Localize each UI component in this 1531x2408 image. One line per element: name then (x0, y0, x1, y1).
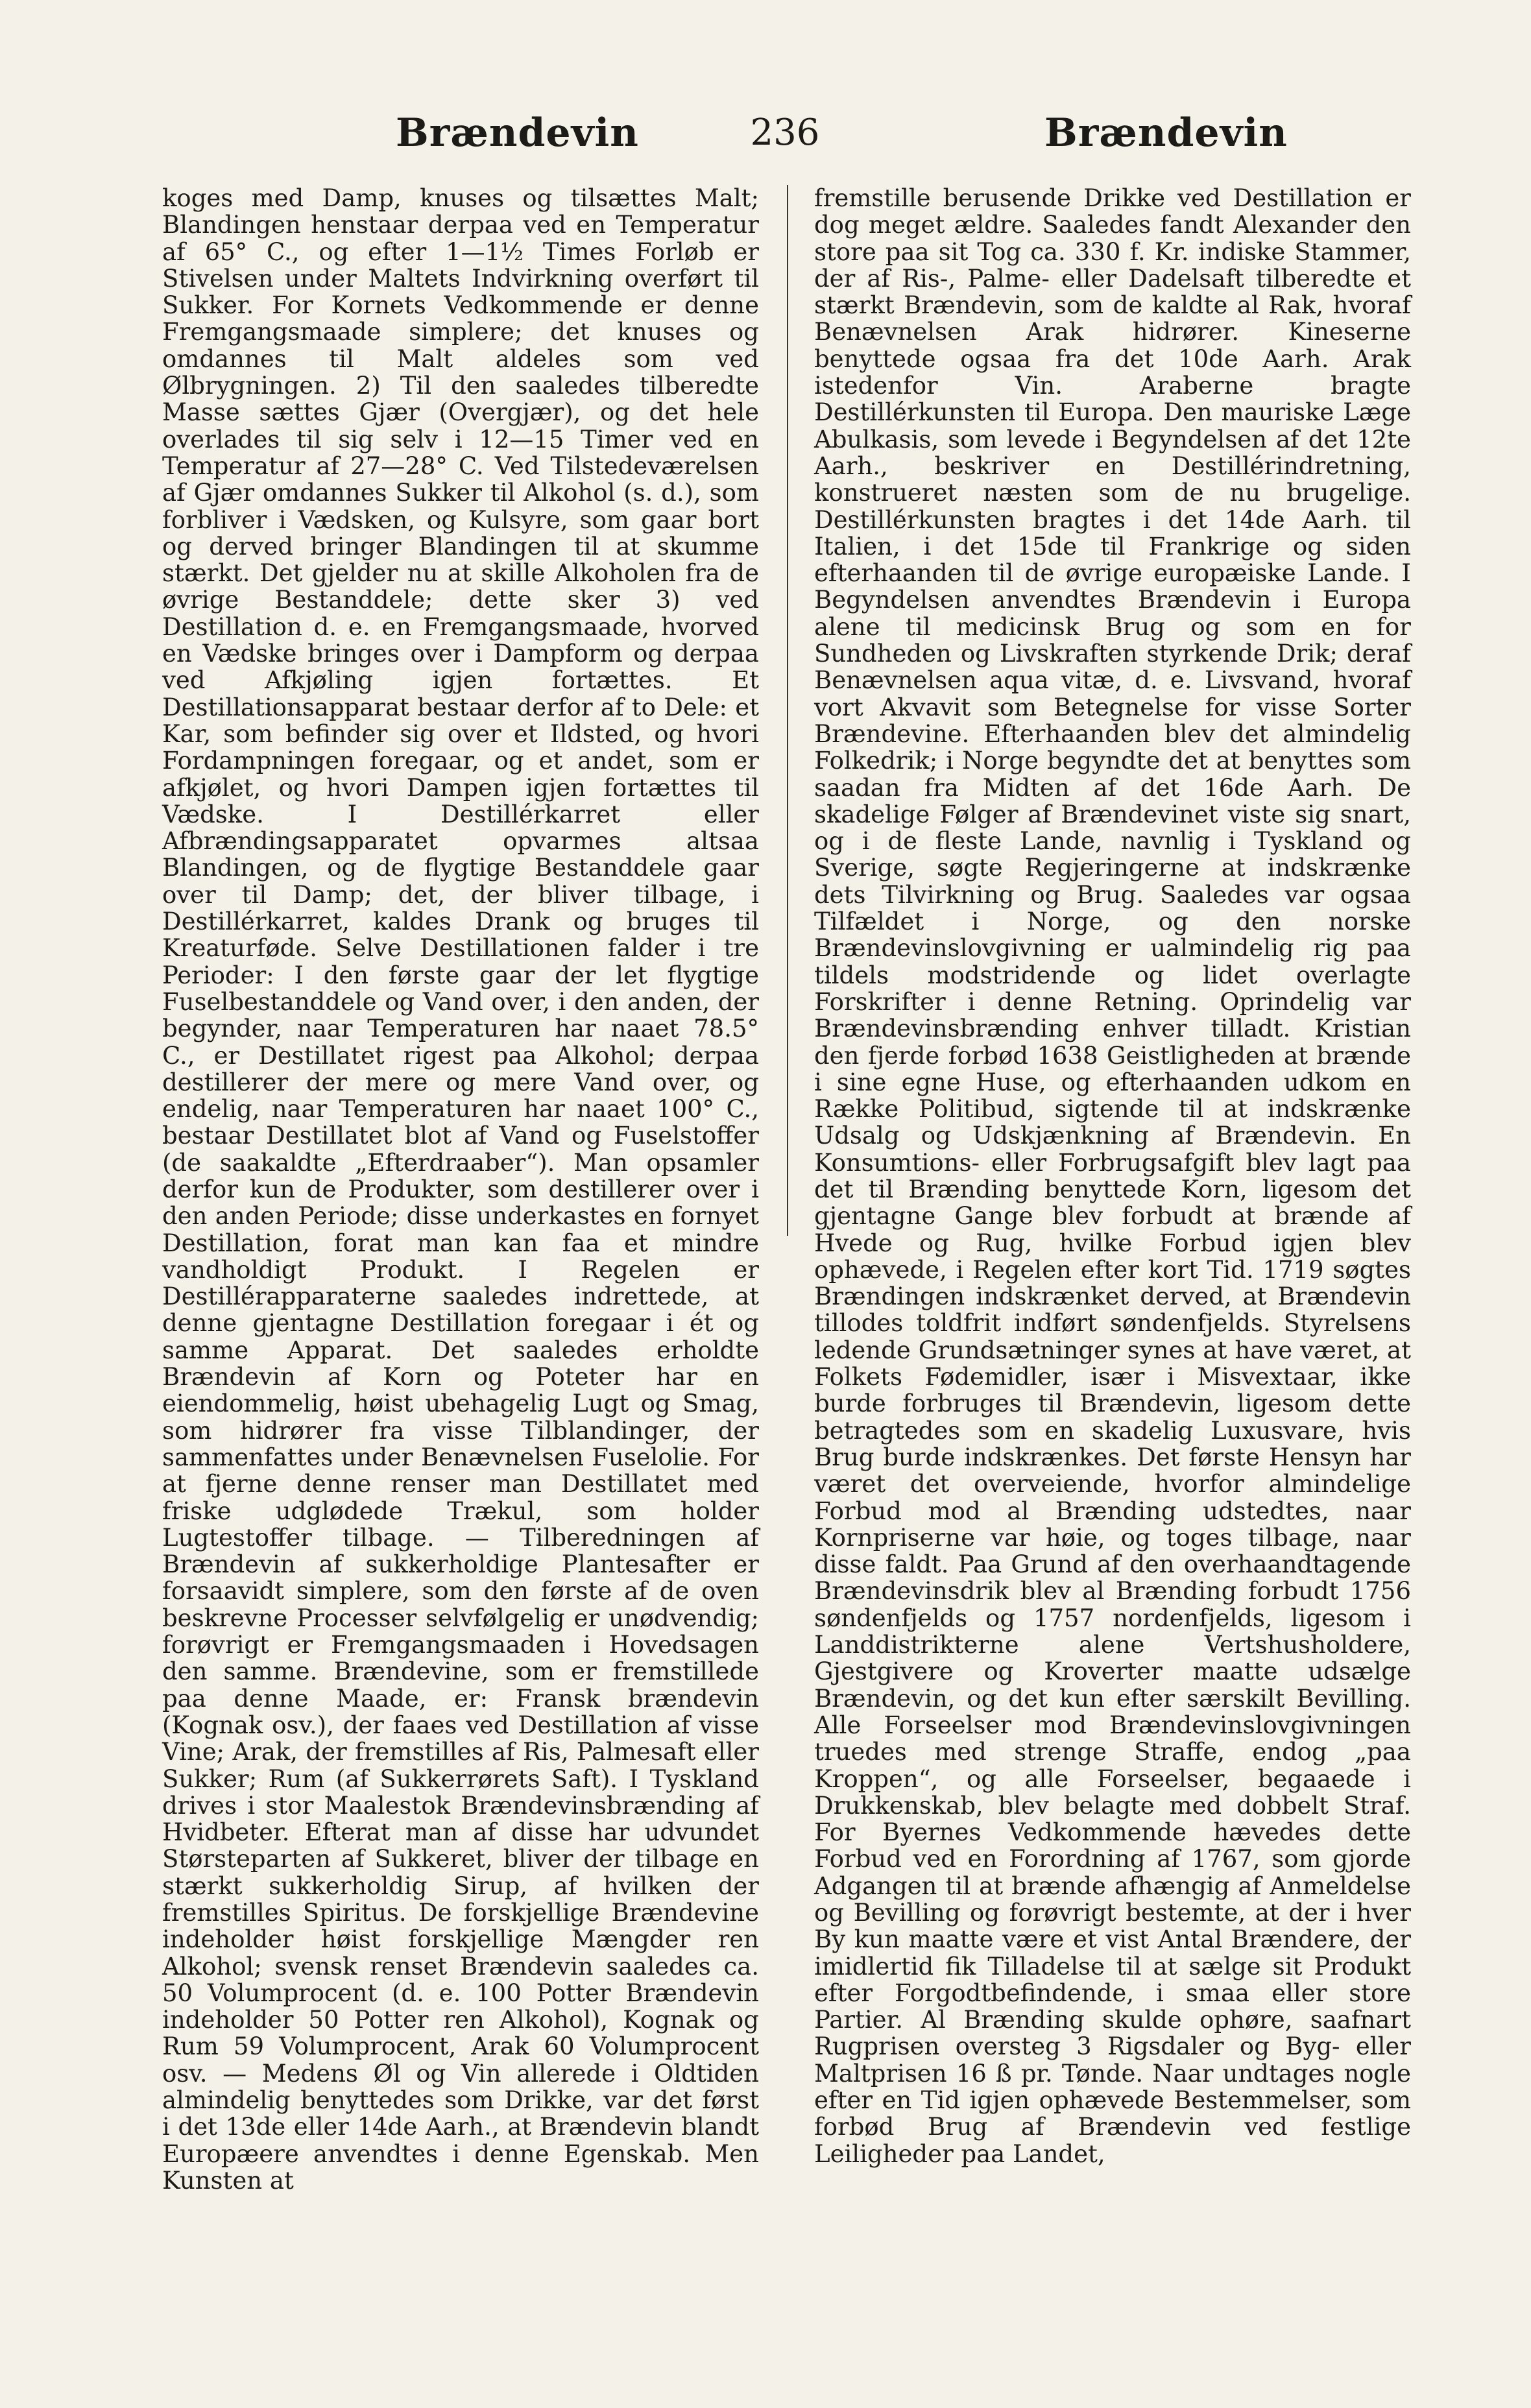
text-column-right (814, 184, 1411, 2168)
text-column-left (162, 184, 759, 2195)
headword-left: Brændevin (396, 110, 639, 156)
column-text: koges med Damp, knuses og tilsættes Malt; Blandingen henstaar derpaa ved en Temperatur af 65° C., og efter 1—1½ Times Forløb er Stivelsen under Maltets Indvirkning overført til Sukker. For Kornets Vedkommende er denne Fremgangsmaade simplere; det knuses og omdannes til Malt aldeles som ved Ølbrygningen. 2) Til den saaledes tilberedte Masse sættes Gjær (Overgjær), og det hele overlades til sig selv i 12—15 Timer ved en Temperatur af 27—28° C. Ved Tilstedeværelsen af Gjær omdannes Sukker til Alkohol (s. d.), som forbliver i Vædsken, og Kulsyre, som gaar bort og derved bringer Blandingen til at skumme stærkt. Det gjelder nu at skille Alkoholen fra de øvrige Bestanddele; dette sker 3) ved Destillation d. e. en Fremgangsmaade, hvorved en Vædske bringes over i Dampform og derpaa ved Afkjøling igjen fortættes. Et Destillationsapparat bestaar derfor af to Dele: et Kar, som befinder sig over et Ildsted, og hvori Fordampningen foregaar, og et andet, som er afkjølet, og hvori Dampen igjen fortættes til Vædske. I Destillérkarret eller Afbrændingsapparatet opvarmes altsaa Blandingen, og de flygtige Bestanddele gaar over til Damp; det, der bliver tilbage, i Destillérkarret, kaldes Drank og bruges til Kreaturføde. Selve Destillationen falder i tre Perioder: I den første gaar der let flygtige Fuselbestanddele og Vand over, i den anden, der begynder, naar Temperaturen har naaet 78.5° C., er Destillatet rigest paa Alkohol; derpaa destillerer der mere og mere Vand over, og endelig, naar Temperaturen har naaet 100° C., bestaar Destillatet blot af Vand og Fuselstoffer (de saakaldte „Efterdraaber“). Man opsamler derfor kun de Produkter, som destillerer over i den anden Periode; disse underkastes en fornyet Destillation, forat man kan faa et mindre vandholdigt Produkt. I Regelen er Destillérapparaterne saaledes indrettede, at denne gjentagne Destillation foregaar i ét og samme Apparat. Det saaledes erholdte Brændevin af Korn og Poteter har en eiendommelig, høist ubehagelig Lugt og Smag, som hidrører fra visse Tilblandinger, der sammenfattes under Benævnelsen Fuselolie. For at fjerne denne renser man Destillatet med friske udglødede Trækul, som holder Lugtestoffer tilbage. — Tilberedningen af Brændevin af sukkerholdige Plantesafter er forsaavidt simplere, som den første af de oven beskrevne Processer selvfølgelig er unødvendig; forøvrigt er Fremgangsmaaden i Hovedsagen den samme. Brændevine, som er fremstillede paa denne Maade, er: Fransk brændevin (Kognak osv.), der faaes ved Destillation af visse Vine; Arak, der fremstilles af Ris, Palmesaft eller Sukker; Rum (af Sukkerrørets Saft). I Tyskland drives i stor Maalestok Brændevinsbrænding af Hvidbeter. Efterat man af disse har udvundet Størsteparten af Sukkeret, bliver der tilbage en stærkt sukkerholdig Sirup, af hvilken der fremstilles Spiritus. De forskjellige Brændevine indeholder høist forskjellige Mængder ren Alkohol; svensk renset Brændevin saaledes ca. 50 Volumprocent (d. e. 100 Potter Brændevin indeholder 50 Potter ren Alkohol), Kognak og Rum 59 Volumprocent, Arak 60 Volumprocent osv. — Medens Øl og Vin allerede i Oldtiden almindelig benyttedes som Drikke, var det først i det 13de eller 14de Aarh., at Brændevin blandt Europæere anvendtes i denne Egenskab. Men Kunsten at (162, 184, 759, 2195)
headword-right: Brændevin (1044, 110, 1288, 156)
column-text: fremstille berusende Drikke ved Destillation er dog meget ældre. Saaledes fandt Alexander den store paa sit Tog ca. 330 f. Kr. indiske Stammer, der af Ris-, Palme- eller Dadelsaft tilberedte et stærkt Brændevin, som de kaldte al Rak, hvoraf Benævnelsen Arak hidrører. Kineserne benyttede ogsaa fra det 10de Aarh. Arak istedenfor Vin. Araberne bragte Destillérkunsten til Europa. Den mauriske Læge Abulkasis, som levede i Begyndelsen af det 12te Aarh., beskriver en Destillérindretning, konstrueret næsten som de nu brugelige. Destillérkunsten bragtes i det 14de Aarh. til Italien, i det 15de til Frankrige og siden efterhaanden til de øvrige europæiske Lande. I Begyndelsen anvendtes Brændevin i Europa alene til medicinsk Brug og som en for Sundheden og Livskraften styrkende Drik; deraf Benævnelsen aqua vitæ, d. e. Livsvand, hvoraf vort Akvavit som Betegnelse for visse Sorter Brændevine. Efterhaanden blev det almindelig Folkedrik; i Norge begyndte det at benyttes som saadan fra Midten af det 16de Aarh. De skadelige Følger af Brændevinet viste sig snart, og i de fleste Lande, navnlig i Tyskland og Sverige, søgte Regjeringerne at indskrænke dets Tilvirkning og Brug. Saaledes var ogsaa Tilfældet i Norge, og den norske Brændevinslovgivning er ualmindelig rig paa tildels modstridende og lidet overlagte Forskrifter i denne Retning. Oprindelig var Brændevinsbrænding enhver tilladt. Kristian den fjerde forbød 1638 Geistligheden at brænde i sine egne Huse, og efterhaanden udkom en Række Politibud, sigtende til at indskrænke Udsalg og Udskjænkning af Brændevin. En Konsumtions- eller Forbrugsafgift blev lagt paa det til Brænding benyttede Korn, ligesom det gjentagne Gange blev forbudt at brænde af Hvede og Rug, hvilke Forbud igjen blev ophævede, i Regelen efter kort Tid. 1719 søgtes Brændingen indskrænket derved, at Brændevin tillodes toldfrit indført søndenfjelds. Styrelsens ledende Grundsætninger synes at have været, at Folkets Fødemidler, især i Misvextaar, ikke burde forbruges til Brændevin, ligesom dette betragtedes som en skadelig Luxusvare, hvis Brug burde indskrænkes. Det første Hensyn har været det overveiende, hvorfor almindelige Forbud mod al Brænding udstedtes, naar Kornpriserne var høie, og toges tilbage, naar disse faldt. Paa Grund af den overhaandtagende Brændevinsdrik blev al Brænding forbudt 1756 søndenfjelds og 1757 nordenfjelds, ligesom i Landdistrikterne alene Vertshusholdere, Gjestgivere og Kroverter maatte udsælge Brændevin, og det kun efter særskilt Bevilling. Alle Forseelser mod Brændevinslovgivningen truedes med strenge Straffe, endog „paa Kroppen“, og alle Forseelser, begaaede i Drukkenskab, blev belagte med dobbelt Straf. For Byernes Vedkommende hævedes dette Forbud ved en Forordning af 1767, som gjorde Adgangen til at brænde afhængig af Anmeldelse og Bevilling og forøvrigt bestemte, at der i hver By kun maatte være et vist Antal Brændere, der imidlertid fik Tilladelse til at sælge sit Produkt efter Forgodtbefindende, i smaa eller store Partier. Al Brænding skulde ophøre, saafnart Rugprisen oversteg 3 Rigsdaler og Byg- eller Maltprisen 16 ß pr. Tønde. Naar undtages nogle efter en Tid igjen ophævede Bestemmelser, som forbød Brug af Brændevin ved festlige Leiligheder paa Landet, (814, 184, 1411, 2168)
page-number: 236 (750, 112, 820, 154)
column-separator (787, 185, 788, 1236)
page-header (0, 97, 1531, 169)
